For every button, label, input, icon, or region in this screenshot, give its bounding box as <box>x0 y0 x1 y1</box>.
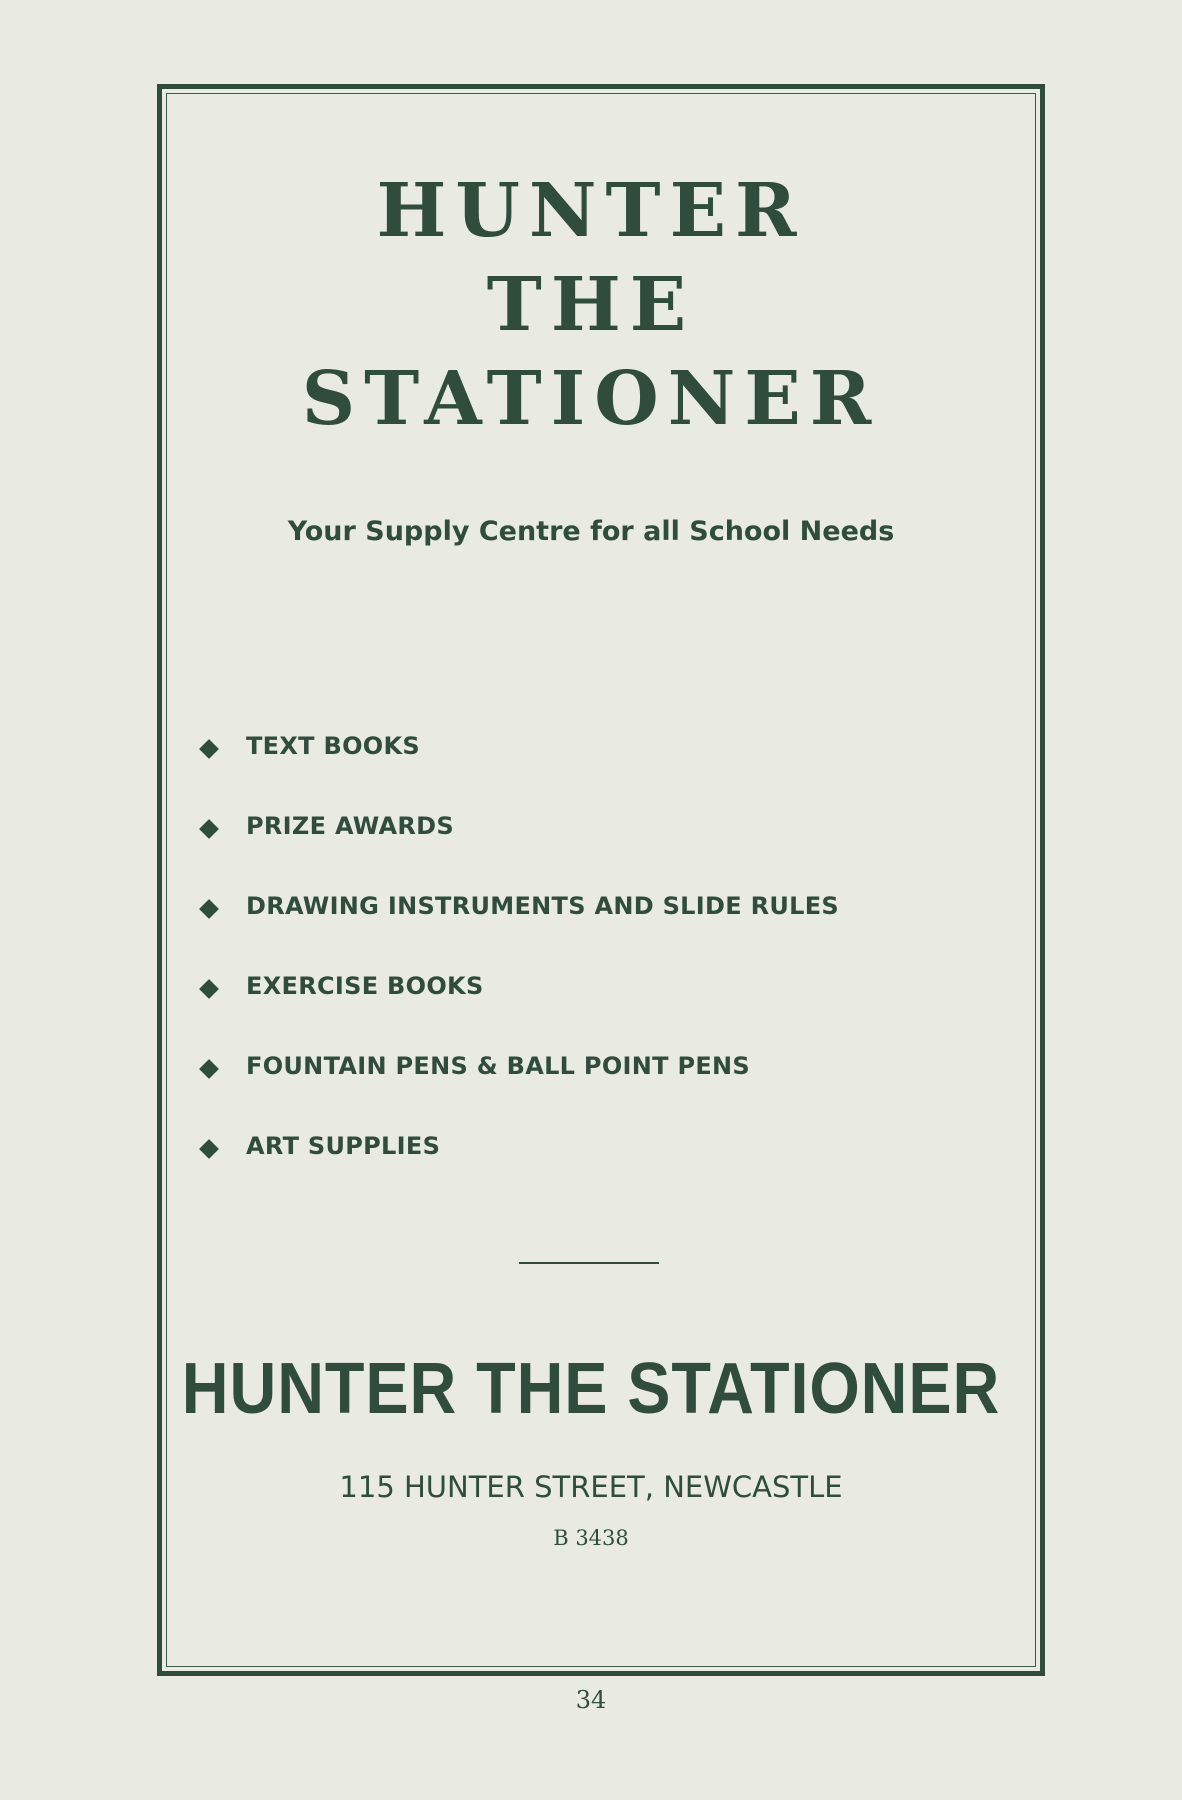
list-item <box>196 972 1016 1052</box>
company-address: 115 HUNTER STREET, NEWCASTLE <box>339 1470 843 1504</box>
advert-tagline: Your Supply Centre for all School Needs <box>287 516 895 547</box>
list-item-label: PRIZE AWARDS <box>246 812 454 840</box>
list-item-label: EXERCISE BOOKS <box>246 972 484 1000</box>
list-item <box>196 1052 1016 1132</box>
product-list <box>196 732 1016 1212</box>
list-item <box>196 812 1016 892</box>
advert-title-line-3: STATIONER <box>301 356 881 442</box>
diamond-bullet-icon <box>199 1059 219 1079</box>
divider-rule <box>519 1262 659 1264</box>
diamond-bullet-icon <box>199 739 219 759</box>
phone-number: B 3438 <box>553 1526 629 1550</box>
diamond-bullet-icon <box>199 1139 219 1159</box>
page-number: 34 <box>575 1686 607 1714</box>
list-item-label: TEXT BOOKS <box>246 732 420 760</box>
list-item <box>196 892 1016 972</box>
diamond-bullet-icon <box>199 819 219 839</box>
diamond-bullet-icon <box>199 899 219 919</box>
list-item-label: DRAWING INSTRUMENTS AND SLIDE RULES <box>246 892 840 920</box>
list-item-label: ART SUPPLIES <box>246 1132 441 1160</box>
diamond-bullet-icon <box>199 979 219 999</box>
list-item <box>196 1132 1016 1212</box>
advert-title-line-1: HUNTER <box>376 168 806 254</box>
company-name: HUNTER THE STATIONER <box>181 1349 1001 1429</box>
list-item-label: FOUNTAIN PENS & BALL POINT PENS <box>246 1052 751 1080</box>
advert-title-line-2: THE <box>486 262 696 348</box>
list-item <box>196 732 1016 812</box>
